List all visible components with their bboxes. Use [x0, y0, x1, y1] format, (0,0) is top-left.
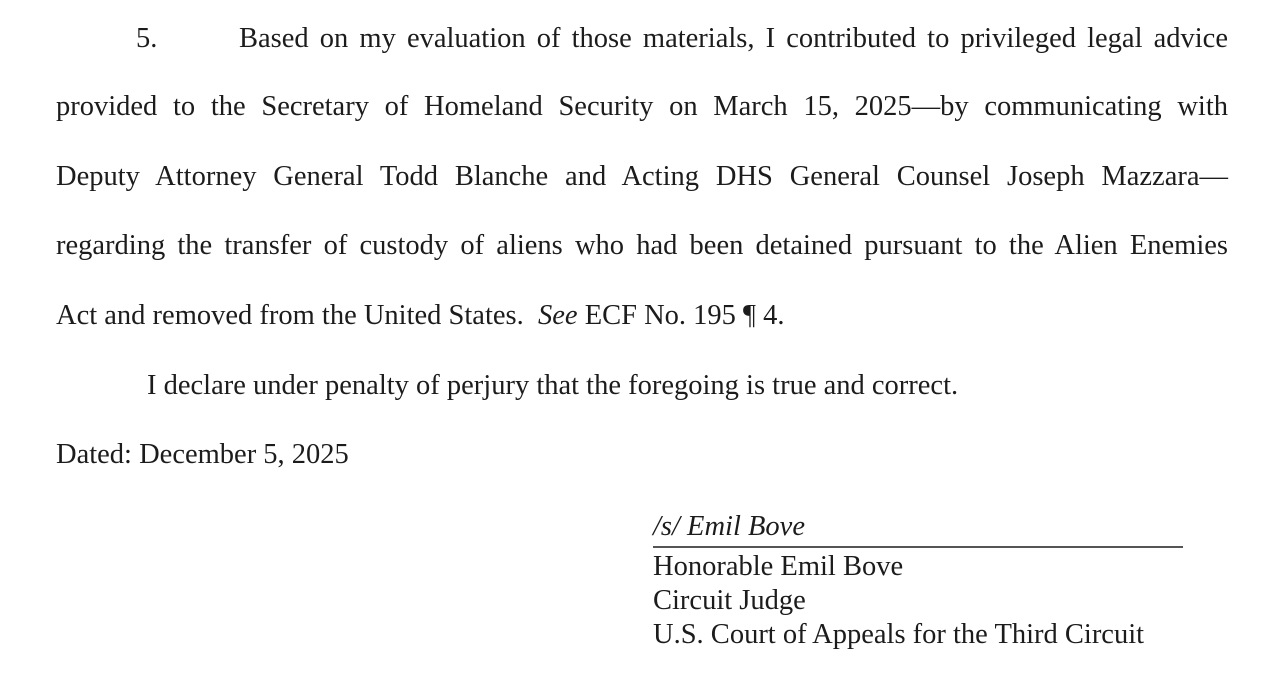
citation: ECF No. 195 ¶ 4. — [584, 300, 785, 331]
dated-line: Dated: December 5, 2025 — [56, 439, 349, 470]
signer-court: U.S. Court of Appeals for the Third Circuit — [653, 619, 1145, 650]
signer-name: Honorable Emil Bove — [653, 551, 904, 582]
declaration-statement: I declare under penalty of perjury that the foregoing is true and correct. — [147, 370, 959, 401]
paragraph-line-5 — [56, 299, 784, 333]
signer-title: Circuit Judge — [653, 585, 806, 616]
electronic-signature: /s/ Emil Bove — [653, 511, 805, 542]
paragraph-line-3: Deputy Attorney General Todd Blanche and Acting DHS General Counsel Joseph Mazzara— — [56, 161, 1228, 192]
paragraph-line-5-text: Act and removed from the United States. — [56, 300, 524, 331]
see-signal: See — [538, 300, 578, 331]
paragraph-line-4: regarding the transfer of custody of aliens who had been detained pursuant to the Alien Enemies — [56, 230, 1228, 261]
paragraph-line-2: provided to the Secretary of Homeland Security on March 15, 2025—by communicating with — [56, 91, 1228, 122]
paragraph-number: 5. — [136, 23, 158, 54]
signature-rule — [653, 546, 1183, 548]
paragraph-line-1: Based on my evaluation of those materials, I contributed to privileged legal advice — [239, 23, 1228, 54]
signature-block — [653, 510, 1183, 652]
